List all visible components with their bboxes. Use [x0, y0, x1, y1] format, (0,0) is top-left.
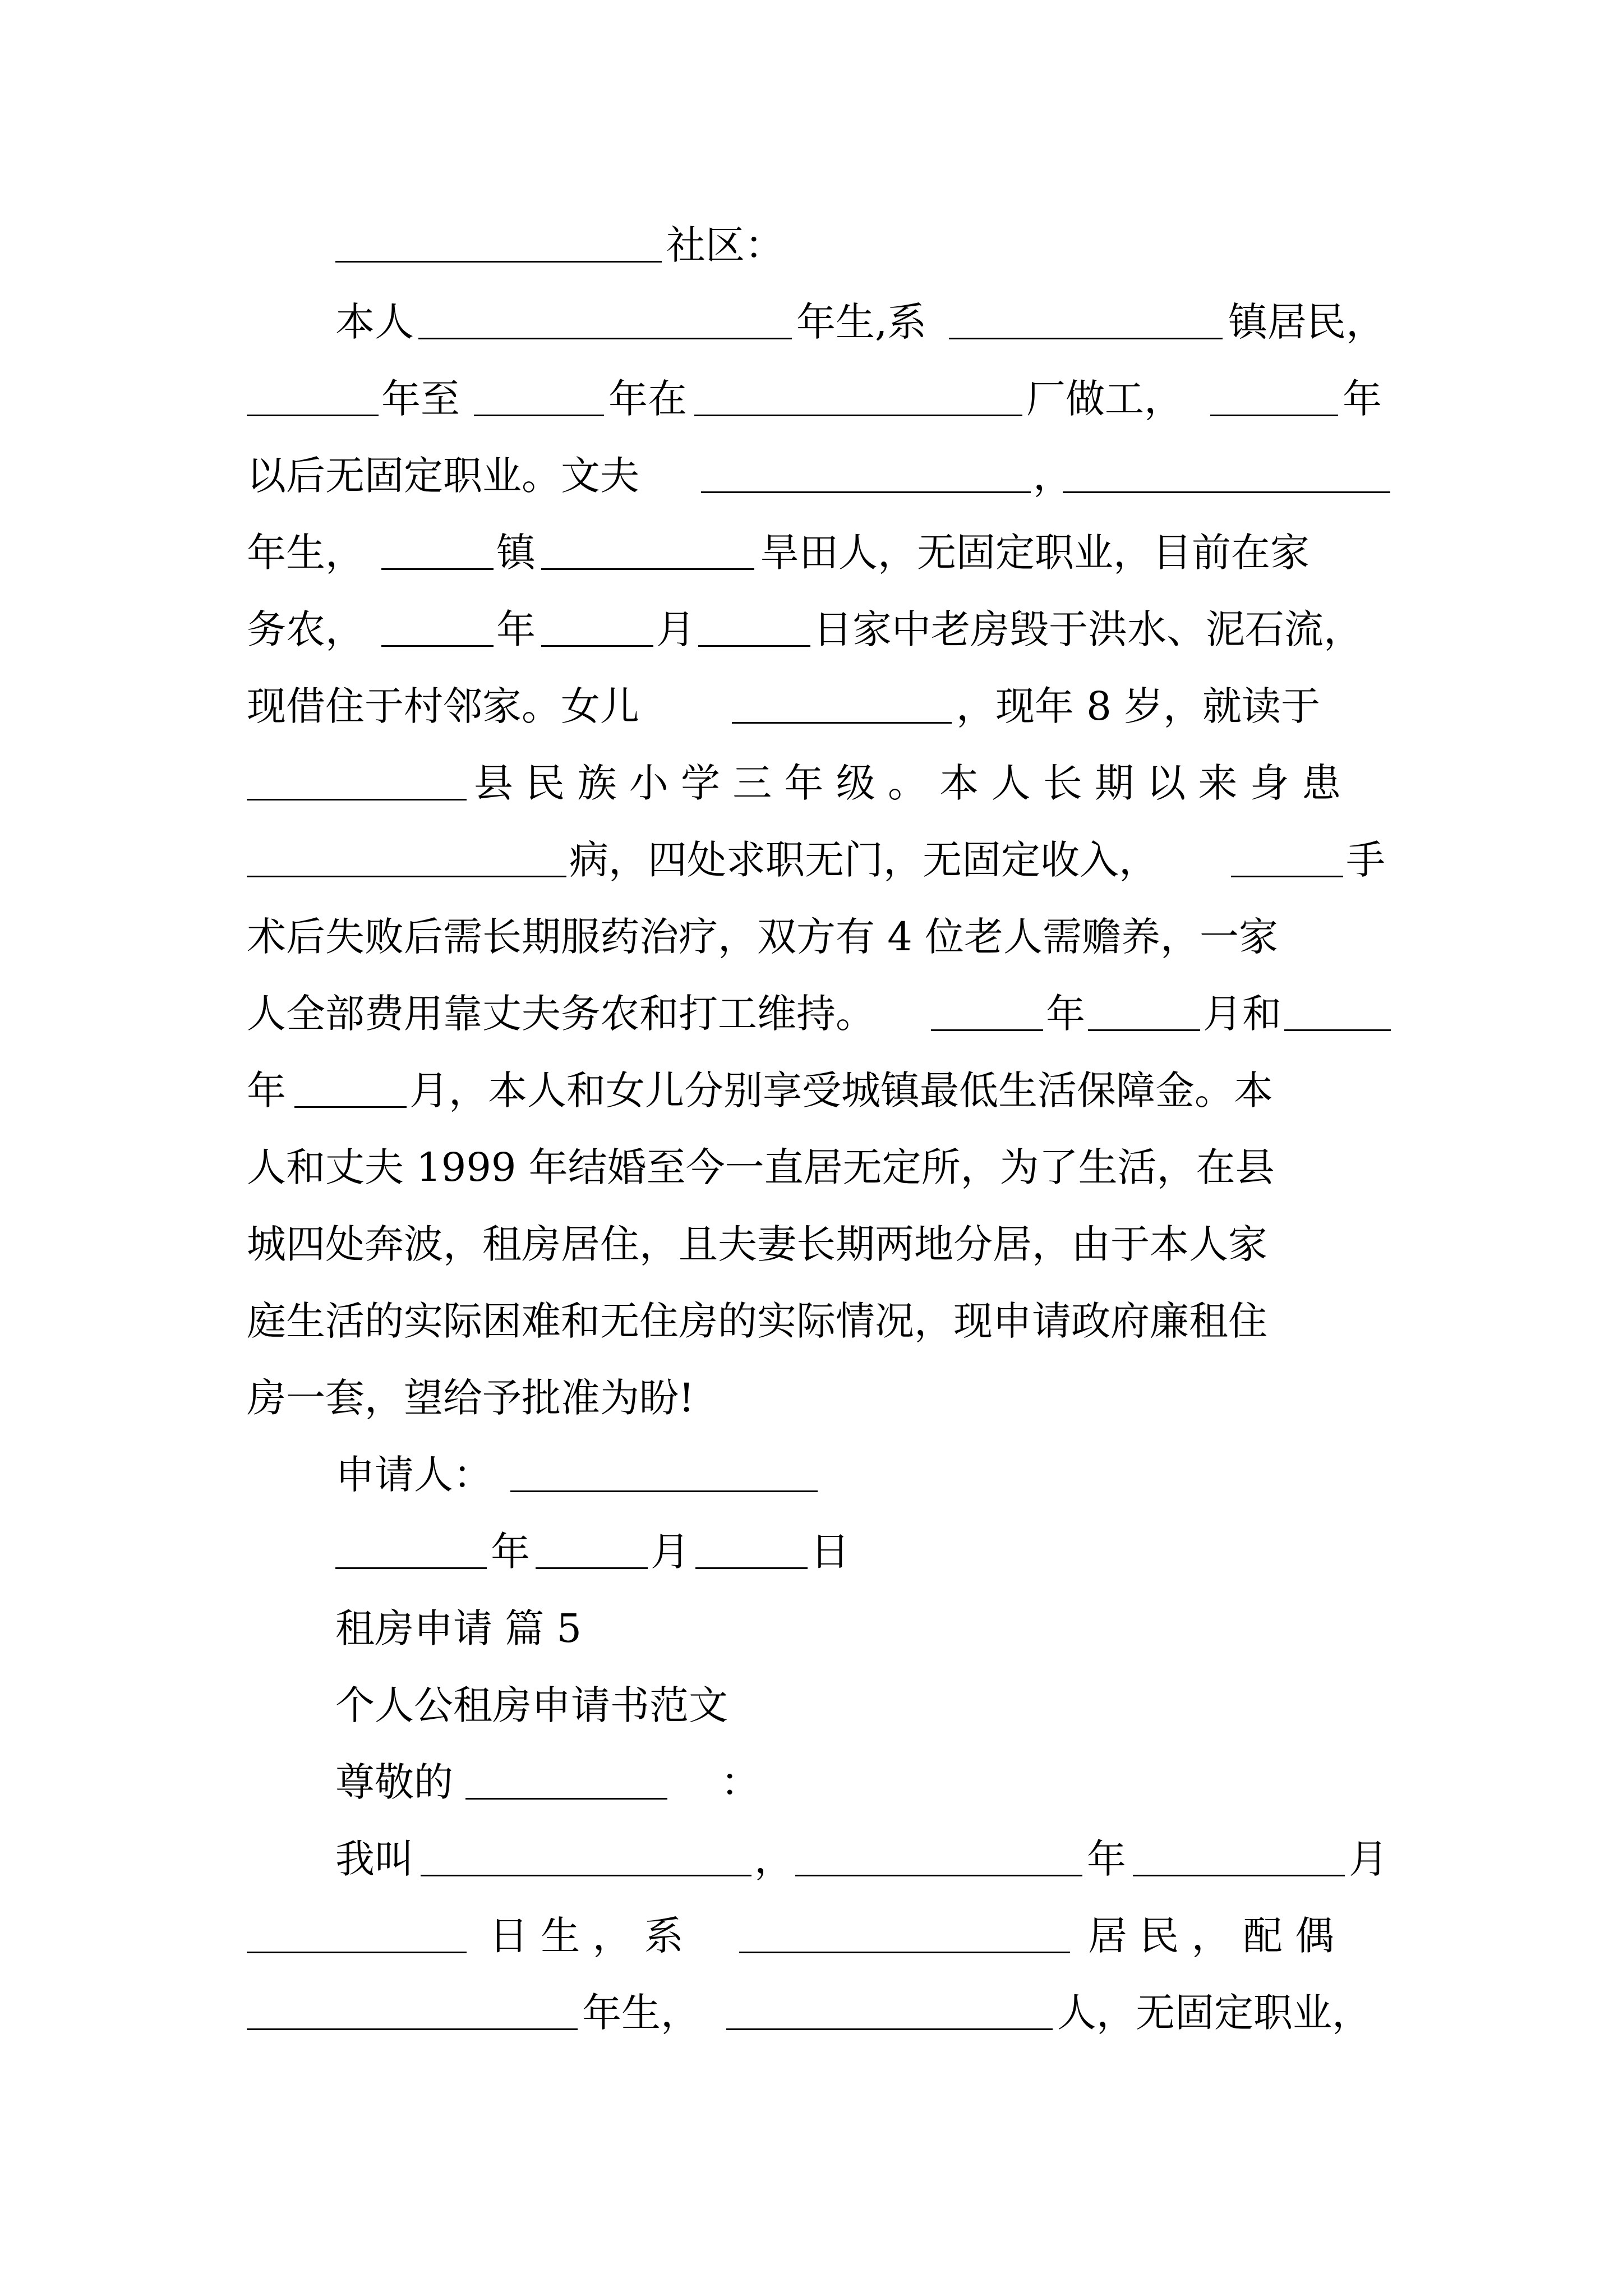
fill-blank: [536, 1567, 648, 1569]
fill-blank: [474, 415, 604, 416]
body-line: [0, 1205, 1623, 1283]
text-segment: 年: [1087, 1836, 1126, 1882]
body-line: [0, 1282, 1623, 1360]
text-segment: 庭生活的实际困难和无住房的实际情况，现申请政府廉租住: [247, 1298, 1267, 1344]
community-blank: [335, 261, 662, 263]
text-segment: 年: [491, 1529, 530, 1575]
text-segment: 手: [1346, 837, 1385, 883]
salutation-line: [0, 1743, 1623, 1821]
document-title: [0, 1667, 1623, 1744]
text-segment: 月和: [1203, 991, 1281, 1037]
body-line: [0, 1820, 1623, 1898]
text-segment: 城四处奔波，租房居住，且夫妻长期两地分居，由于本人家: [247, 1221, 1267, 1267]
text-segment: 日 生 ， 系: [489, 1913, 684, 1959]
text-segment: 月，本人和女儿分别享受城镇最低生活保障金。本: [409, 1068, 1273, 1114]
section-heading: [0, 1590, 1623, 1667]
fill-blank: [1210, 415, 1338, 416]
recipient-blank: [465, 1798, 667, 1800]
fill-blank: [1063, 491, 1390, 493]
body-line: [0, 591, 1623, 668]
text-segment: ，: [754, 1836, 794, 1882]
text-segment: 镇: [496, 530, 536, 576]
text-segment: 租房申请 篇 5: [335, 1605, 582, 1651]
text-segment: 术后失败后需长期服药治疗，双方有 4 位老人需赡养，一家: [247, 914, 1279, 960]
fill-blank: [1231, 876, 1343, 877]
fill-blank: [381, 645, 494, 647]
fill-blank: [1088, 1029, 1200, 1031]
fill-blank: [795, 1875, 1082, 1876]
text-segment: ：: [721, 1759, 760, 1805]
text-segment: 人，无固定职业，: [1057, 1990, 1371, 2036]
text-segment: 现借住于村邻家。女儿: [247, 683, 639, 729]
text-segment: 申请人：: [335, 1452, 492, 1498]
text-segment: 年生，: [582, 1990, 700, 2036]
fill-blank: [294, 1106, 407, 1108]
text-segment: 尊敬的: [335, 1759, 453, 1805]
fill-blank: [335, 1567, 487, 1569]
text-segment: 年: [496, 606, 536, 652]
body-line: [0, 514, 1623, 591]
text-segment: 以后无固定职业。文夫: [247, 453, 639, 499]
text-segment: 务农，: [247, 606, 365, 652]
fill-blank: [695, 1567, 808, 1569]
fill-blank: [421, 1875, 751, 1876]
text-segment: 年: [247, 1068, 286, 1114]
text-segment: 月: [656, 606, 695, 652]
text-segment: 我叫: [335, 1836, 414, 1882]
text-segment: 居 民 ， 配 偶: [1088, 1913, 1335, 1959]
fill-blank: [739, 1952, 1070, 1953]
text-segment: 年至: [381, 376, 460, 422]
applicant-blank: [510, 1490, 818, 1492]
fill-blank: [541, 645, 653, 647]
text-segment: 本人: [335, 299, 414, 345]
body-line: [0, 898, 1623, 976]
fill-blank: [247, 415, 379, 416]
text-segment: 病，四处求职无门，无固定收入，: [569, 837, 1158, 883]
text-segment: 年生，: [247, 530, 365, 576]
body-line: [0, 437, 1623, 514]
fill-blank: [541, 568, 754, 570]
fill-blank: [1133, 1875, 1345, 1876]
text-segment: 日家中老房毁于洪水、泥石流，: [813, 606, 1363, 652]
fill-blank: [247, 1952, 467, 1953]
date-line: [0, 1513, 1623, 1590]
fill-blank: [726, 2028, 1053, 2030]
fill-blank: [247, 876, 566, 877]
fill-blank: [701, 491, 1031, 493]
text-segment: 月: [1349, 1836, 1388, 1882]
text-segment: 人和丈夫 1999 年结婚至今一直居无定所，为了生活，在县: [247, 1144, 1275, 1190]
text-segment: 年: [1046, 991, 1085, 1037]
body-line: [0, 1359, 1623, 1437]
fill-blank: [698, 645, 810, 647]
text-segment: 镇居民，: [1228, 299, 1385, 345]
body-line: [0, 744, 1623, 822]
fill-blank: [732, 722, 952, 724]
fill-blank: [247, 2028, 578, 2030]
applicant-line: [0, 1436, 1623, 1513]
body-line: [0, 1129, 1623, 1206]
body-line: [0, 1897, 1623, 1975]
fill-blank: [418, 338, 792, 339]
text-segment: 日: [810, 1529, 850, 1575]
body-line: [0, 1974, 1623, 2051]
text-segment: 个人公租房申请书范文: [335, 1682, 728, 1728]
fill-blank: [247, 799, 467, 800]
text-segment: ，现年 8 岁，就读于: [956, 683, 1321, 729]
text-segment: 房一套，望给予批准为盼!: [247, 1375, 695, 1421]
text-segment: 年在: [608, 376, 687, 422]
salutation-line: [0, 206, 1623, 284]
fill-blank: [1284, 1029, 1391, 1031]
body-line: [0, 821, 1623, 899]
text-segment: 人全部费用靠丈夫务农和打工维持。: [247, 991, 875, 1037]
text-segment: 年: [1343, 376, 1382, 422]
body-line: [0, 975, 1623, 1052]
text-segment: 年生,系: [796, 299, 927, 345]
text-segment: 月: [651, 1529, 690, 1575]
text-segment: 社区：: [666, 222, 784, 268]
text-segment: 旱田人，无固定职业，目前在家: [760, 530, 1310, 576]
fill-blank: [694, 415, 1022, 416]
fill-blank: [931, 1029, 1043, 1031]
body-line: [0, 283, 1623, 361]
text-segment: 厂做工，: [1026, 376, 1183, 422]
fill-blank: [949, 338, 1223, 339]
text-segment: 县 民 族 小 学 三 年 级 。 本 人 长 期 以 来 身 患: [474, 760, 1341, 806]
body-line: [0, 668, 1623, 745]
body-line: [0, 360, 1623, 438]
text-segment: ，: [1033, 453, 1072, 499]
body-line: [0, 1052, 1623, 1129]
fill-blank: [381, 568, 494, 570]
